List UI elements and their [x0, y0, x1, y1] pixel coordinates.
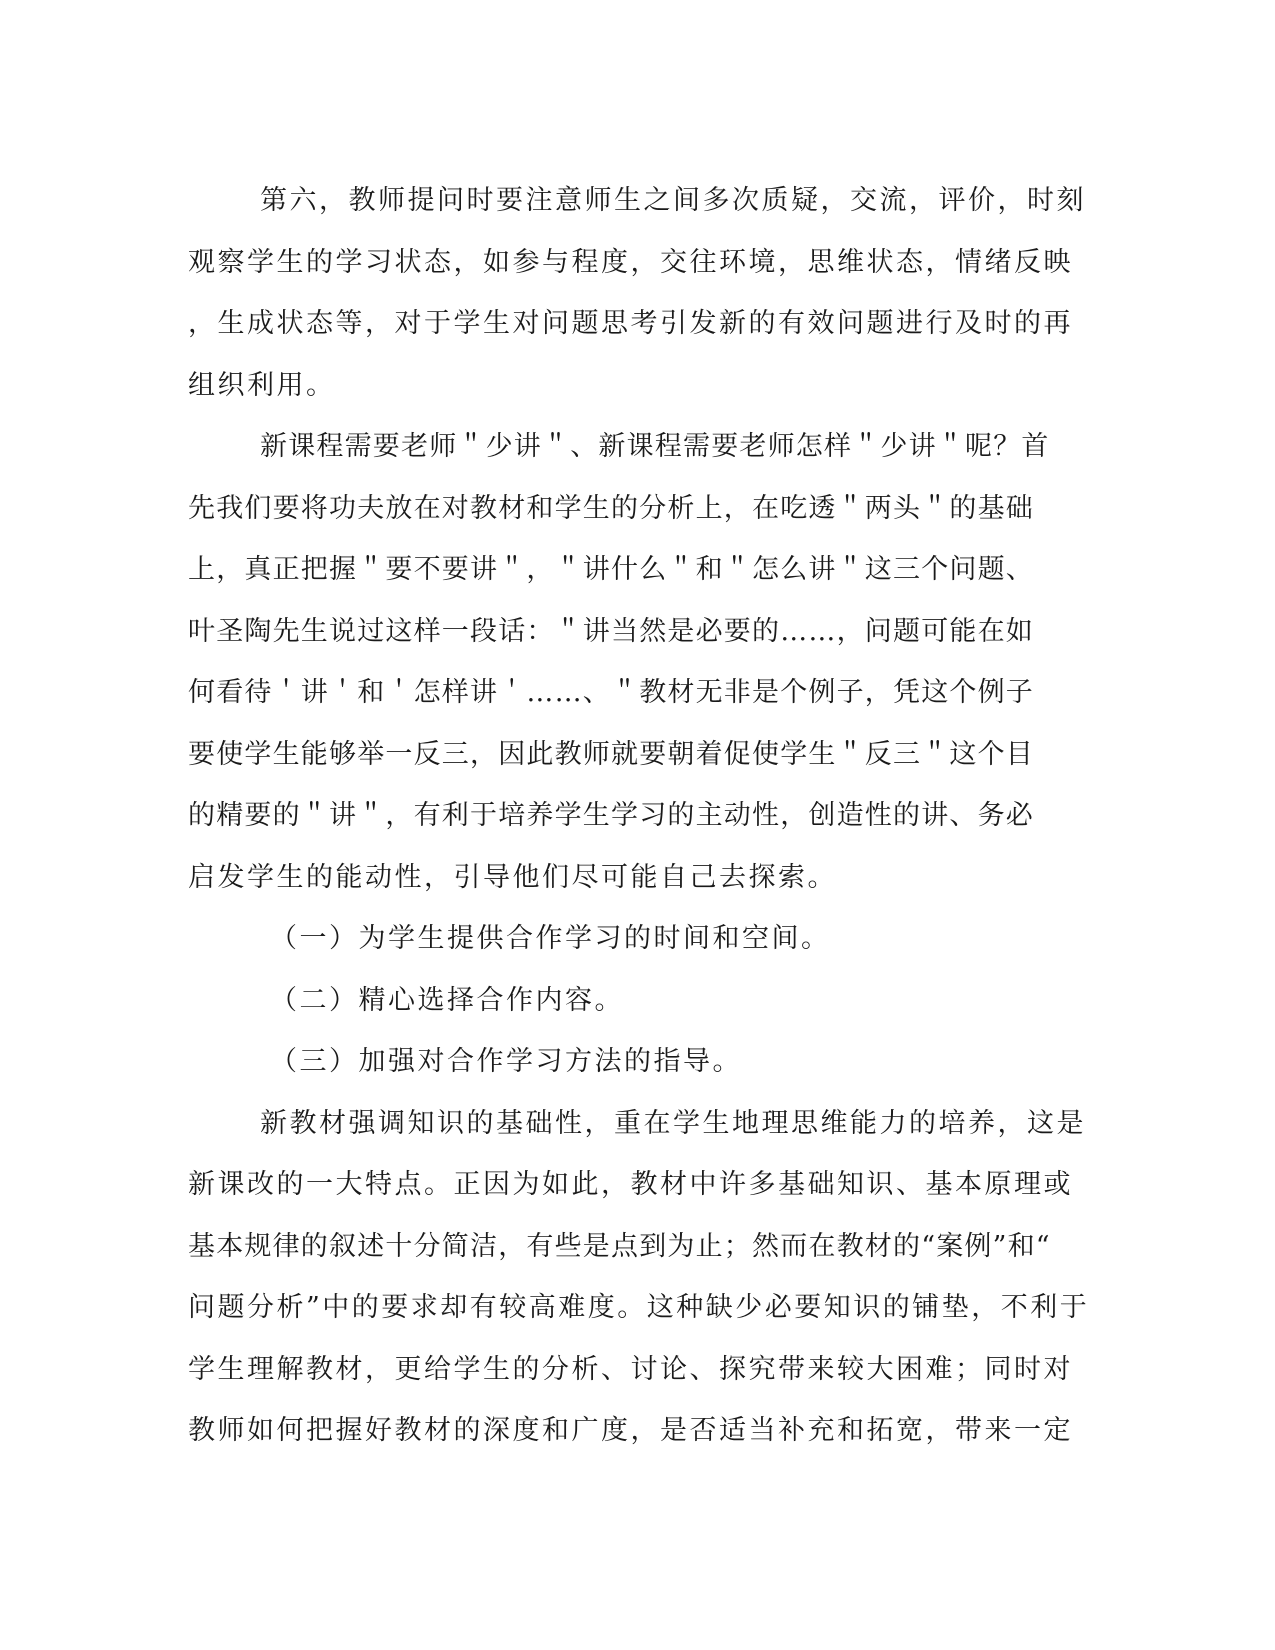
text-line: 新教材强调知识的基础性，重在学生地理思维能力的培养，这是: [260, 1107, 1086, 1139]
text-line: 上，真正把握＂要不要讲＂，＂讲什么＂和＂怎么讲＂这三个问题、: [188, 554, 1034, 585]
list-item: （三）加强对合作学习方法的指导。: [270, 1046, 742, 1077]
text-line: 何看待＇讲＇和＇怎样讲＇……、＂教材无非是个例子，凭这个例子: [188, 677, 1034, 708]
text-line: 基本规律的叙述十分简洁，有些是点到为止；然而在教材的“案例”和“: [188, 1230, 1051, 1262]
text-line: 学生理解教材，更给学生的分析、讨论、探究带来较大困难；同时对: [188, 1353, 1073, 1385]
text-line: 观察学生的学习状态，如参与程度，交往环境，思维状态，情绪反映: [188, 246, 1073, 278]
text-line: 问题分析”中的要求却有较高难度。这种缺少必要知识的铺垫，不利于: [188, 1292, 1090, 1323]
text-line: 教师如何把握好教材的深度和广度，是否适当补充和拓宽，带来一定: [188, 1415, 1073, 1446]
text-line: ，生成状态等，对于学生对问题思考引发新的有效问题进行及时的再: [188, 308, 1073, 339]
text-line: 新课改的一大特点。正因为如此，教材中许多基础知识、基本原理或: [188, 1169, 1073, 1200]
text-line: 叶圣陶先生说过这样一段话：＂讲当然是必要的……，问题可能在如: [188, 615, 1034, 647]
text-line: 的精要的＂讲＂，有利于培养学生学习的主动性，创造性的讲、务必: [188, 800, 1034, 831]
text-line: 第六，教师提问时要注意师生之间多次质疑，交流，评价，时刻: [260, 185, 1086, 216]
text-line: 要使学生能够举一反三，因此教师就要朝着促使学生＂反三＂这个目: [188, 738, 1034, 770]
text-line: 先我们要将功夫放在对教材和学生的分析上，在吃透＂两头＂的基础: [188, 492, 1034, 524]
document-body: [188, 170, 1090, 1462]
list-item: （一）为学生提供合作学习的时间和空间。: [270, 923, 831, 954]
text-line: 组织利用。: [188, 369, 336, 401]
text-line: 新课程需要老师＂少讲＂、新课程需要老师怎样＂少讲＂呢？首: [260, 431, 1050, 462]
text-line: 启发学生的能动性，引导他们尽可能自己去探索。: [188, 861, 837, 893]
list-item: （二）精心选择合作内容。: [270, 984, 624, 1016]
